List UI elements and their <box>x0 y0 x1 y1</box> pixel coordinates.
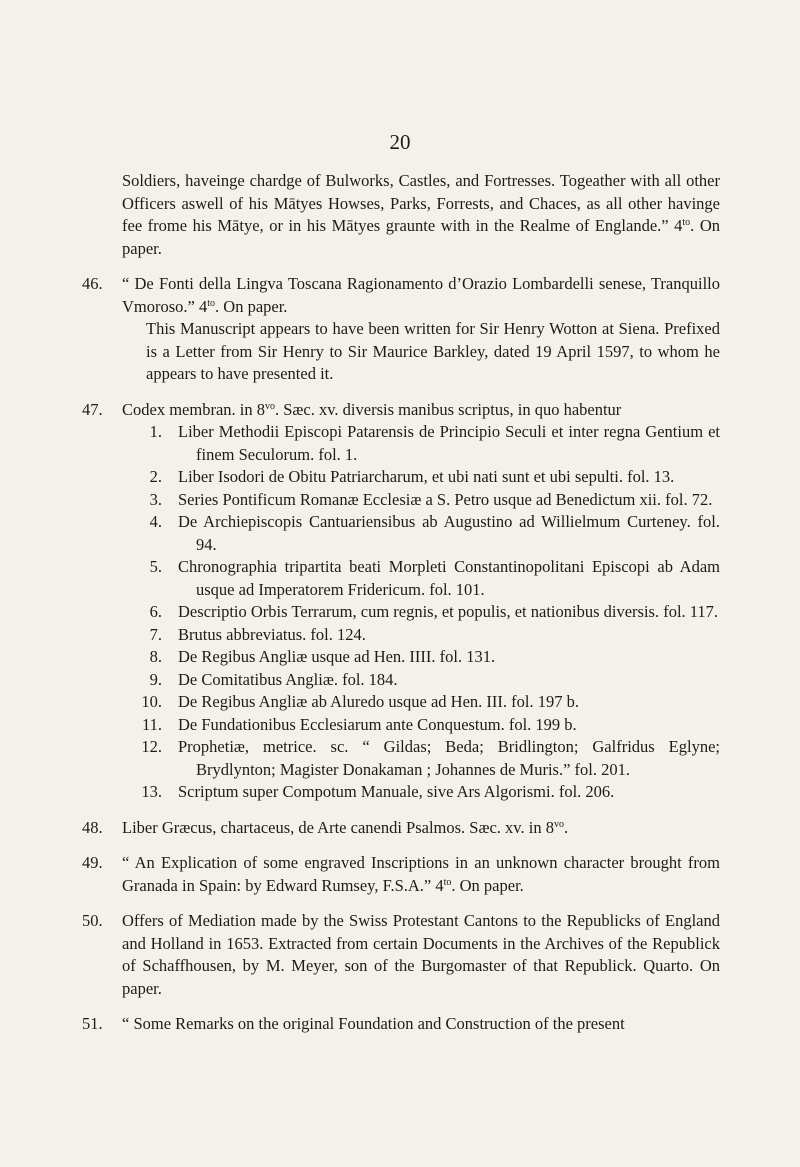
entry-continuation <box>82 170 720 260</box>
entry-number: 49. <box>82 853 103 872</box>
entry-text: Liber Græcus, chartaceus, de Arte canendi Psalmos. Sæc. xv. in $8^{vo}$. <box>122 817 569 837</box>
entry-number: 50. <box>82 911 103 930</box>
list-item: 4. De Archiepiscopis Cantuariensibus ab Augustino ad Willielmum Curteney. fol. 94. <box>149 512 720 554</box>
entry-title: “ De Fonti della Lingva Toscana Ragionamento d’Orazio Lombardelli senese, Tranquillo Vmoroso.” $4^{to}$. On paper. <box>122 274 720 316</box>
entry-47 <box>82 399 720 804</box>
list-item: 2. Liber Isodori de Obitu Patriarcharum, et ubi nati sunt et ubi sepulti. fol. 13. <box>149 467 675 486</box>
entry-text: Offers of Mediation made by the Swiss Protestant Cantons to the Republicks of England and Holland in 1653. Extracted from certain Documents in the Archives of the Republick of Schaffhousen, by M. Meyer, son of the Burgomaster of that Republick. Quarto. On paper. <box>122 911 720 998</box>
entry-number: 47. <box>82 399 103 419</box>
list-item: 8. De Regibus Angliæ usque ad Hen. IIII. fol. 131. <box>149 647 496 666</box>
entry-48 <box>82 817 720 840</box>
list-item: 11. De Fundationibus Ecclesiarum ante Conquestum. fol. 199 b. <box>141 714 577 734</box>
list-item: 6. Descriptio Orbis Terrarum, cum regnis, et populis, et nationibus diversis. fol. 117. <box>149 602 719 621</box>
list-item: 1. Liber Methodii Episcopi Patarensis de Principio Seculi et inter regna Gentium et finem Seculorum. fol. 1. <box>149 422 720 464</box>
entry-51 <box>82 1013 720 1036</box>
entry-number: 46. <box>82 274 103 293</box>
entry-49 <box>82 852 720 897</box>
list-item: 9. De Comitatibus Angliæ. fol. 184. <box>149 669 398 689</box>
entry-number: 48. <box>82 817 103 837</box>
entry-50 <box>82 910 720 1000</box>
entry-number: 51. <box>82 1014 103 1033</box>
continuation-text: Soldiers, haveinge chardge of Bulworks, Castles, and Fortresses. Togeather with all other Officers aswell of his Mātyes Howses, Parks, Forrests, and Chaces, as all other havinge fee frome his Mātye, or in his Mātyes graunte with in the Realme of Englande.” $4^{to}$. On paper. <box>122 171 720 258</box>
list-item: 7. Brutus abbreviatus. fol. 124. <box>149 624 366 644</box>
entry-text: “ Some Remarks on the original Foundation and Construction of the present <box>122 1014 625 1033</box>
page-number: 20 <box>389 130 411 154</box>
entry-intro: Codex membran. in $8^{vo}$. Sæc. xv. diversis manibus scriptus, in quo habentur <box>122 399 622 419</box>
list-item: 3. Series Pontificum Romanæ Ecclesiæ a S. Petro usque ad Benedictum xii. fol. 72. <box>149 489 713 509</box>
contents-list <box>122 421 720 804</box>
list-item: 10. De Regibus Angliæ ab Aluredo usque ad Hen. III. fol. 197 b. <box>141 692 579 711</box>
document-body <box>82 170 720 1049</box>
entry-note: This Manuscript appears to have been written for Sir Henry Wotton at Siena. Prefixed is a Letter from Sir Henry to Sir Maurice Barkley, dated 19 April 1597, to whom he appears to have presented it. <box>146 319 720 383</box>
list-item: 5. Chronographia tripartita beati Morpleti Constantinopolitani Episcopi ab Adam usque ad Imperatorem Fridericum. fol. 101. <box>149 557 720 599</box>
list-item: 12. Prophetiæ, metrice. sc. “ Gildas; Beda; Bridlington; Galfridus Eglyne; Brydlynton; Magister Donakaman ; Johannes de Muris.” fol. 201. <box>141 737 720 779</box>
list-item: 13. Scriptum super Compotum Manuale, sive Ars Algorismi. fol. 206. <box>141 782 615 801</box>
entry-46 <box>82 273 720 386</box>
entry-text: “ An Explication of some engraved Inscriptions in an unknown character brought from Granada in Spain: by Edward Rumsey, F.S.A.” $4^{to}$. On paper. <box>122 853 720 895</box>
